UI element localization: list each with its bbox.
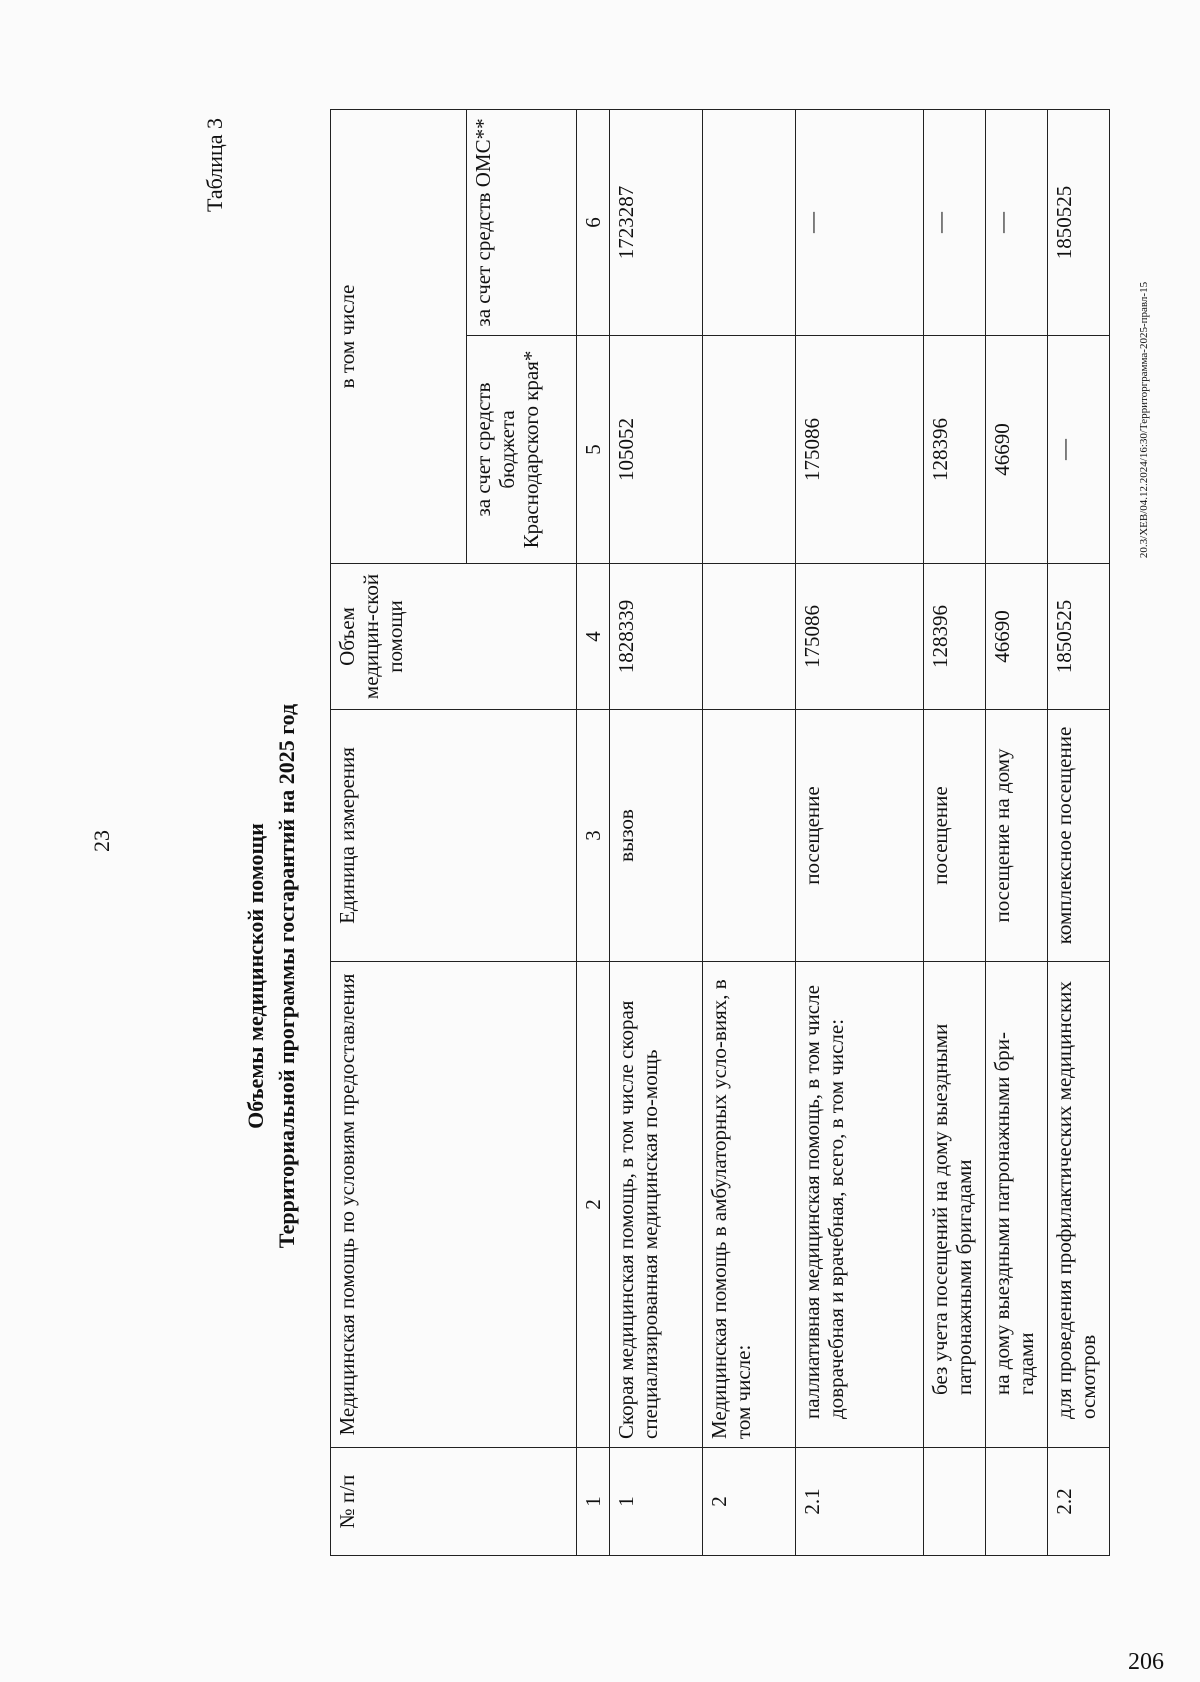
header-unit: Единица измерения (331, 710, 577, 962)
row-unit: комплексное посещение (1048, 710, 1110, 962)
header-budget: за счет средств бюджета Краснодарского края* (467, 336, 577, 564)
header-oms: за счет средств ОМС** (467, 109, 577, 335)
title-line-2: Территориальной программы госгарантий на 2025 год (274, 703, 299, 1249)
col-number: 3 (577, 710, 610, 962)
page-number: 23 (89, 830, 114, 852)
row-unit: посещение (796, 710, 924, 962)
scan-page-number: 206 (1128, 1649, 1164, 1675)
table-row (1048, 109, 1110, 1555)
row-budget: 128396 (924, 336, 986, 564)
table-row (986, 109, 1048, 1555)
row-name: без учета посещений на дому выездными патронажными бригадами (924, 962, 986, 1448)
col-number: 5 (577, 336, 610, 564)
table-row (703, 109, 796, 1555)
row-volume: 128396 (924, 564, 986, 710)
col-number: 6 (577, 109, 610, 335)
header-care: Медицинская помощь по условиям предоставления (331, 962, 577, 1448)
row-budget: — (1048, 336, 1110, 564)
row-num: 1 (610, 1448, 703, 1556)
header-volume: Объем медицин-ской помощи (331, 564, 577, 710)
row-name: для проведения профилактических медицинских осмотров (1048, 962, 1110, 1448)
col-number: 1 (577, 1448, 610, 1556)
row-name: Медицинская помощь в амбулаторных усло-виях, в том числе: (703, 962, 796, 1448)
row-budget (703, 336, 796, 564)
row-unit: посещение (924, 710, 986, 962)
header-num: № п/п (331, 1448, 577, 1556)
row-unit: посещение на дому (986, 710, 1048, 962)
row-oms: 1723287 (610, 109, 703, 335)
row-volume: 1850525 (1048, 564, 1110, 710)
col-number: 4 (577, 564, 610, 710)
row-num (986, 1448, 1048, 1556)
row-name: Скорая медицинская помощь, в том числе скорая специализированная медицинская по-мощь (610, 962, 703, 1448)
volumes-table (330, 109, 1110, 1556)
row-budget: 105052 (610, 336, 703, 564)
document-title (240, 596, 302, 1356)
row-num: 2 (703, 1448, 796, 1556)
row-volume: 175086 (796, 564, 924, 710)
document-code: 20.3/ХЕВ/04.12.2024/16:30/Территорграмма-2025-правл-15 (1138, 281, 1150, 559)
header-incl: в том числе (331, 109, 467, 563)
row-oms: — (796, 109, 924, 335)
row-num (924, 1448, 986, 1556)
row-unit: вызов (610, 710, 703, 962)
table-caption: Таблица 3 (202, 117, 227, 213)
col-number: 2 (577, 962, 610, 1448)
row-budget: 46690 (986, 336, 1048, 564)
row-volume (703, 564, 796, 710)
row-name: на дому выездными патронажными бри-гадами (986, 962, 1048, 1448)
row-volume: 1828339 (610, 564, 703, 710)
row-unit (703, 710, 796, 962)
row-num: 2.2 (1048, 1448, 1110, 1556)
row-oms: — (986, 109, 1048, 335)
volumes-table-container (330, 110, 1100, 1556)
row-budget: 175086 (796, 336, 924, 564)
row-num: 2.1 (796, 1448, 924, 1556)
row-oms: 1850525 (1048, 109, 1110, 335)
row-oms (703, 109, 796, 335)
row-volume: 46690 (986, 564, 1048, 710)
table-row (610, 109, 703, 1555)
title-line-1: Объемы медицинской помощи (243, 823, 268, 1129)
row-name: паллиативная медицинская помощь, в том числе доврачебная и врачебная, всего, в том числе: (796, 962, 924, 1448)
table-row (796, 109, 924, 1555)
table-row (924, 109, 986, 1555)
row-oms: — (924, 109, 986, 335)
